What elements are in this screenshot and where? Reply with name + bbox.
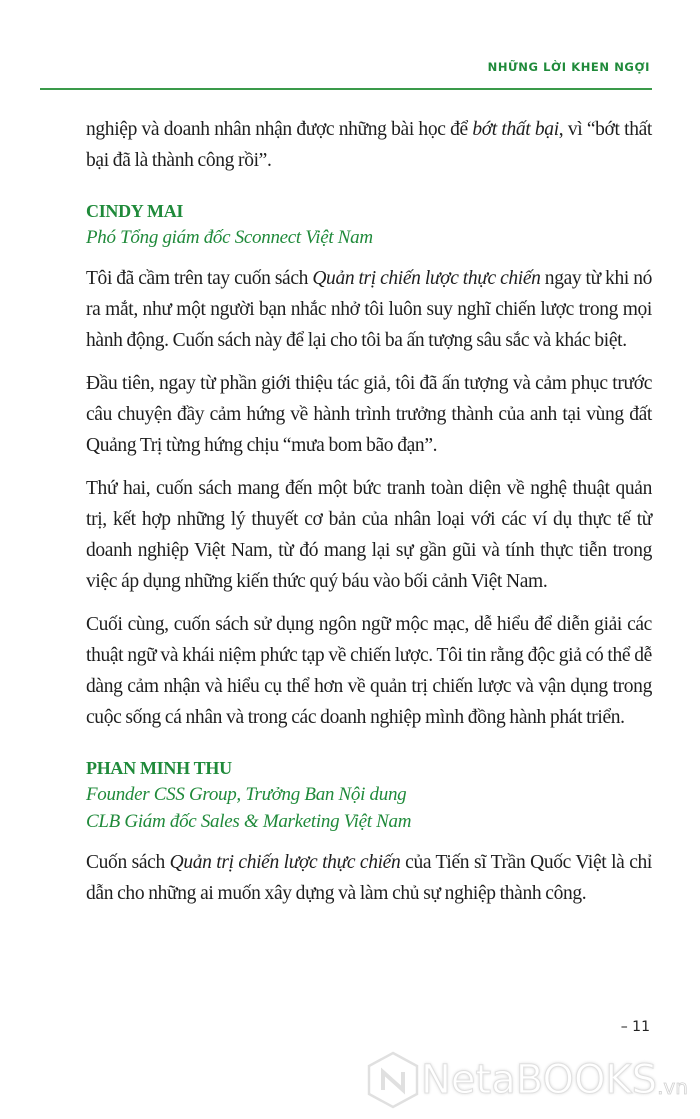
text-segment: nghiệp và doanh nhân nhận được những bài học để <box>86 119 473 140</box>
book-title: Quản trị chiến lược thực chiến <box>169 852 401 873</box>
text-segment: của Tiến sĩ Trần Quốc Việt là chỉ dẫn cho những ai muốn xây dựng và làm chủ sự nghiệp thành công. <box>86 852 652 904</box>
testimonial-cindy-mai <box>86 198 652 733</box>
text-segment: Tôi đã cầm trên tay cuốn sách <box>86 268 313 289</box>
testimonial-paragraph <box>86 263 652 356</box>
watermark-suffix: .vn <box>657 1075 688 1099</box>
text-segment: , vì “bớt thất bại đã là thành công rồi”. <box>86 119 652 171</box>
text-segment: ngay từ khi nó ra mắt, như một người bạn nhắc nhở tôi luôn suy nghĩ chiến lược trong mọi hành động. Cuốn sách này để lại cho tôi ba ấn tượng sâu sắc và khác biệt. <box>86 268 652 351</box>
testimonial-paragraph: Đầu tiên, ngay từ phần giới thiệu tác giả, tôi đã ấn tượng và cảm phục trước câu chuyện đầy cảm hứng về hành trình trưởng thành của anh tại vùng đất Quảng Trị từng hứng chịu “mưa bom bão đạn”. <box>86 373 652 456</box>
page-number: – 11 <box>620 1019 650 1035</box>
testimonial-paragraph <box>86 847 652 909</box>
testimonial-author: CINDY MAI <box>86 201 184 221</box>
testimonial-paragraph: Thứ hai, cuốn sách mang đến một bức tranh toàn diện về nghệ thuật quản trị, kết hợp những lý thuyết cơ bản của nhân loại với các ví dụ thực tế từ doanh nghiệp Việt Nam, từ đó mang lại sự gần gũi và tính thực tiễn trong việc áp dụng những kiến thức quý báu vào bối cảnh Việt Nam. <box>86 478 652 592</box>
watermark-text: NetaBOOKS <box>421 1057 658 1103</box>
italic-segment: bớt thất bại <box>472 119 559 140</box>
netabooks-logo-icon <box>365 1050 421 1110</box>
testimonial-author: PHAN MINH THU <box>86 758 232 778</box>
page-content <box>86 114 652 921</box>
testimonial-role: CLB Giám đốc Sales & Marketing Việt Nam <box>86 811 412 832</box>
testimonial-phan-minh-thu <box>86 755 652 909</box>
watermark <box>365 1050 688 1110</box>
text-segment: Cuốn sách <box>86 852 170 873</box>
testimonial-role: Phó Tổng giám đốc Sconnect Việt Nam <box>86 227 373 248</box>
running-head: NHỮNG LỜI KHEN NGỢI <box>487 60 650 74</box>
testimonial-paragraph: Cuối cùng, cuốn sách sử dụng ngôn ngữ mộc mạc, dễ hiểu để diễn giải các thuật ngữ và khái niệm phức tạp về chiến lược. Tôi tin rằng độc giả có thể dễ dàng cảm nhận và hiểu cụ thể hơn về quản trị chiến lược và vận dụng trong cuộc sống cá nhân và trong các doanh nghiệp mình đồng hành phát triển. <box>86 614 652 728</box>
intro-paragraph <box>86 114 652 176</box>
book-title: Quản trị chiến lược thực chiến <box>312 268 541 289</box>
header-rule <box>40 88 652 90</box>
testimonial-role: Founder CSS Group, Trưởng Ban Nội dung <box>86 784 407 805</box>
